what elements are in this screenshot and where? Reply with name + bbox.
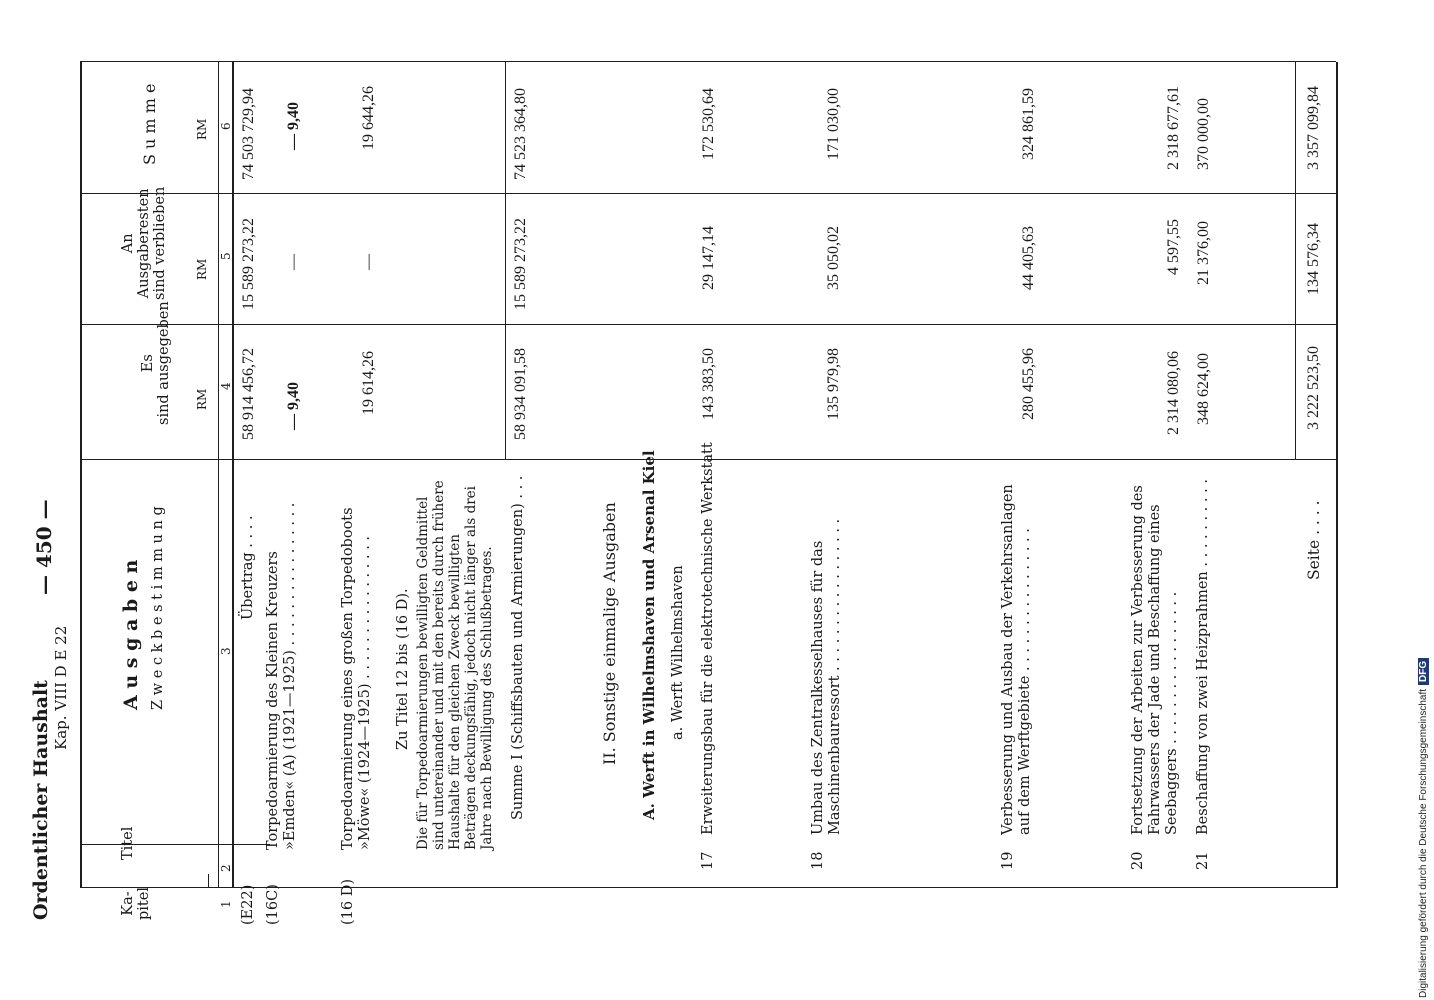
row-18-summe: 171 030,00 <box>825 88 842 160</box>
header-bottom-rule <box>232 62 234 888</box>
row-21-reste: 21 376,00 <box>1195 221 1212 285</box>
row-20-titel: 20 <box>1130 851 1146 870</box>
colnum-3: 3 <box>219 647 233 655</box>
col-header-ausgabereste: An Ausgaberesten sind verblieben <box>120 186 168 300</box>
seite-ausgegeben: 3 222 523,50 <box>1305 346 1322 430</box>
seite-rule <box>1295 62 1296 460</box>
row-20-reste: 4 597,55 <box>1165 219 1182 275</box>
page-number: — 450 — <box>32 499 56 595</box>
row-16c-ausgegeben: — 9,40 <box>285 382 302 430</box>
row-16d-summe: 19 644,26 <box>360 86 377 150</box>
table-right-line <box>80 61 1336 62</box>
row-21-summe: 370 000,00 <box>1195 98 1212 170</box>
col-header-summe: S u m m e <box>140 83 159 165</box>
row-19-ausgegeben: 280 455,96 <box>1020 348 1037 420</box>
row-18-ausgegeben: 135 979,98 <box>825 348 842 420</box>
row-16c-reste: — <box>285 254 302 270</box>
note-heading: Zu Titel 12 bis (16 D). <box>395 588 411 750</box>
row-17-text: Erweiterungsbau für die elektrotechnische Werkstatt <box>700 442 716 835</box>
colnum-2: 2 <box>219 864 233 872</box>
col-header-ausgaben: A u s g a b e n <box>120 559 142 710</box>
summe-1-rule <box>505 62 506 460</box>
row-19-text: Verbesserung und Ausbau der Verkehrsanlagen auf dem Werftgebiete . . . . . . . . . . . . . . . . <box>1000 484 1033 835</box>
colnum-6: 6 <box>219 122 233 130</box>
seite-summe: 3 357 099,84 <box>1305 86 1322 170</box>
col-summe-line <box>80 193 1336 194</box>
summe-1-summe: 74 523 364,80 <box>512 88 529 180</box>
summe-1-text: Summe I (Schiffsbauten und Armierungen) . . . <box>510 475 526 820</box>
col-titel-line <box>80 844 270 845</box>
seite-text: Seite . . . . <box>1305 500 1323 580</box>
row-21-titel: 21 <box>1195 851 1211 870</box>
colnum-5: 5 <box>219 252 233 260</box>
row-16c-text: Torpedoarmierung des Kleinen Kreuzers »Emden« (A) (1921—1925) . . . . . . . . . . . . . . . . <box>265 502 298 850</box>
col-header-titel: Titel <box>120 826 136 860</box>
row-18-text: Umbau des Zentralkesselhauses für das Maschinenbauressort . . . . . . . . . . . . . . . . . <box>810 518 843 835</box>
col-header-ausgegeben: Es sind ausgegeben <box>140 301 172 425</box>
row-18-titel: 18 <box>810 851 826 870</box>
section-2-heading: II. Sonstige einmalige Ausgaben <box>600 502 619 765</box>
colnum-1: 1 <box>219 900 233 908</box>
row-uebertrag-reste: 15 589 273,22 <box>240 218 257 310</box>
row-19-summe: 324 861,59 <box>1020 88 1037 160</box>
sidebar-credit-text: Digitalisierung gefördert durch die Deutsche Forschungsgemeinschaft <box>1418 688 1429 998</box>
table-top-rule <box>80 62 82 888</box>
note-text: Die für Torpedoarmierungen bewilligten Geldmittel sind untereinander und mit den bereits durch frühere Haushalte für den gleichen Zweck bewilligten Beträgen deckungsfähig, jedoch nicht länger als drei Jahre nach Bewilligung des Schlußbetrages. <box>415 480 495 850</box>
row-21-ausgegeben: 348 624,00 <box>1195 353 1212 425</box>
unit-col4: RM <box>195 388 209 410</box>
row-uebertrag-text: Übertrag . . . . <box>240 515 256 620</box>
table-bottom-rule <box>1336 62 1338 888</box>
row-19-titel: 19 <box>1000 851 1016 870</box>
row-17-summe: 172 530,64 <box>700 88 717 160</box>
row-20-summe: 2 318 677,61 <box>1165 86 1182 170</box>
sidebar-credit <box>1418 8 1432 998</box>
row-16c-summe: — 9,40 <box>285 102 302 150</box>
kapitel-value: (E22) <box>240 884 256 925</box>
section-a-sub: a. Werft Wilhelmshaven <box>670 565 686 740</box>
row-17-ausgegeben: 143 383,50 <box>700 348 717 420</box>
seite-reste: 134 576,34 <box>1305 223 1322 295</box>
row-20-text: Fortsetzung der Arbeiten zur Verbesserung des Fahrwassers der Jade und Beschaffung eines Seebaggers . . . . . . . . . . . . . . . . . <box>1130 485 1180 835</box>
row-uebertrag-summe: 74 503 729,94 <box>240 88 257 180</box>
dfg-logo: DFG <box>1418 658 1429 685</box>
row-20-ausgegeben: 2 314 080,06 <box>1165 351 1182 435</box>
row-uebertrag-ausgegeben: 58 914 456,72 <box>240 348 257 440</box>
colnum-4: 4 <box>219 382 233 390</box>
running-title: Ordentlicher Haushalt <box>30 680 52 920</box>
section-a-heading: A. Werft in Wilhelmshaven und Arsenal Kiel <box>640 450 658 820</box>
summe-1-ausgegeben: 58 934 091,58 <box>512 348 529 440</box>
unit-col6: RM <box>195 118 209 140</box>
col-reste-line <box>80 324 1336 325</box>
row-16d-ausgegeben: 19 614,26 <box>360 351 377 415</box>
row-16d-titel: (16 D) <box>340 879 356 925</box>
unit-col5: RM <box>195 258 209 280</box>
row-19-reste: 44 405,63 <box>1020 226 1037 290</box>
col-header-kapitel: Ka- pitel <box>120 887 152 920</box>
row-17-reste: 29 147,14 <box>700 226 717 290</box>
row-18-reste: 35 050,02 <box>825 226 842 290</box>
summe-1-reste: 15 589 273,22 <box>512 218 529 310</box>
col6-sep <box>208 874 209 888</box>
row-16d-text: Torpedoarmierung eines großen Torpedoboots »Möwe« (1924—1925) . . . . . . . . . . . . . . . . <box>340 507 373 850</box>
row-17-titel: 17 <box>700 851 716 870</box>
chapter-ref: Kap. VIII D E 22 <box>52 625 70 750</box>
colnum-rule <box>218 62 219 888</box>
col-header-zweckbestimmung: Z w e c k b e s t i m m u n g <box>150 506 166 710</box>
row-16d-reste: — <box>360 254 377 270</box>
row-16c-titel: (16C) <box>265 884 281 925</box>
row-21-text: Beschaffung von zwei Heizprahmen . . . . . . . . . . <box>1195 479 1211 835</box>
